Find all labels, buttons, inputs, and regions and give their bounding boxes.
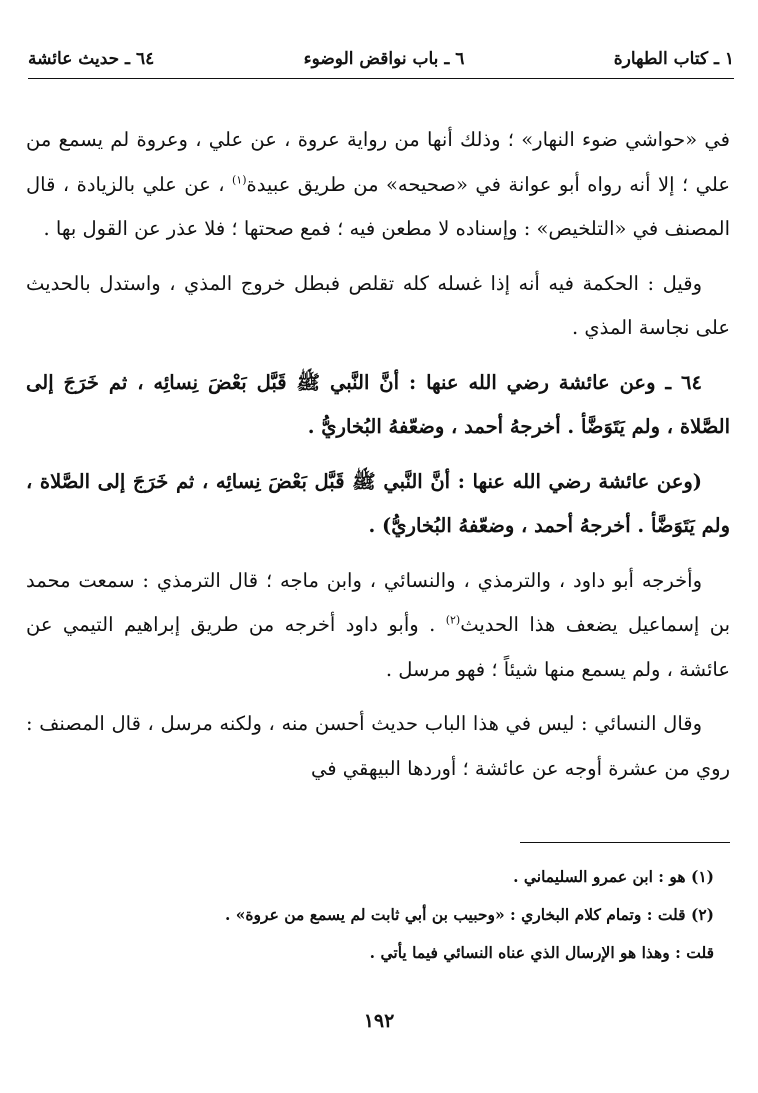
footnotes bbox=[40, 858, 714, 972]
page-number: ١٩٢ bbox=[363, 1010, 395, 1032]
footnote-2: (٢) قلت : وتمام كلام البخاري : «وحبيب بن أبي ثابت لم يسمع من عروة» . bbox=[224, 905, 714, 924]
header-hadith-title: ٦٤ ـ حديث عائشة bbox=[28, 49, 155, 69]
footnote-3: قلت : وهذا هو الإرسال الذي عناه النسائي فيما يأتي . bbox=[369, 943, 714, 962]
paragraph-5: وأخرجه أبو داود ، والترمذي ، والنسائي ، وابن ماجه ؛ قال الترمذي : سمعت محمد بن إسماعيل يضعف هذا الحديث$^{(٢)}$ . وأبو داود أخرجه من طريق إبراهيم التيمي عن عائشة ، ولم يسمع منها شيئاً ؛ فهو مرسل . bbox=[26, 568, 730, 681]
main-text bbox=[26, 118, 730, 801]
footnote-1: (١) هو : ابن عمرو السليماني . bbox=[513, 867, 714, 886]
footnote-ref-1[interactable]: (١) bbox=[231, 173, 247, 186]
paragraph-2: وقيل : الحكمة فيه أنه إذا غسله كله تقلص فبطل خروج المذي ، واستدل بالحديث على نجاسة المذي . bbox=[26, 271, 730, 339]
paragraph-6: وقال النسائي : ليس في هذا الباب حديث أحسن منه ، ولكنه مرسل ، قال المصنف : روي من عشرة أوجه عن عائشة ؛ أوردها البيهقي في bbox=[26, 712, 730, 780]
header-book-title: ١ ـ كتاب الطهارة bbox=[613, 49, 734, 69]
hadith-64-repeat: (وعن عائشة رضي الله عنها : أنَّ النَّبي ﷺ قَبَّل بَعْضَ نِسائِه ، ثم خَرَجَ إلى الصَّلاة ، ولم يَتَوَضَّأ . أخرجهُ أحمد ، وضعّفهُ البُخاريُّ) . bbox=[26, 469, 730, 537]
hadith-64-text: ٦٤ ـ وعن عائشة رضي الله عنها : أنَّ النَّبي ﷺ قَبَّل بَعْضَ نِسائِه ، ثم خَرَجَ إلى الصَّلاة ، ولم يَتَوَضَّأ . أخرجهُ أحمد ، وضعّفهُ البُخاريُّ . bbox=[26, 370, 730, 438]
running-header bbox=[28, 44, 734, 74]
footnote-ref-2[interactable]: (٢) bbox=[445, 613, 461, 627]
header-divider bbox=[28, 78, 734, 79]
paragraph-1: في «حواشي ضوء النهار» ؛ وذلك أنها من رواية عروة ، عن علي ، وعروة لم يسمع من علي ؛ إلا أنه رواه أبو عوانة في «صحيحه» من طريق عبيدة$^{(١)}$ ، عن علي بالزيادة ، قال المصنف في «التلخيص» : وإسناده لا مطعن فيه ؛ فمع صحتها ؛ فلا عذر عن القول بها . bbox=[26, 128, 730, 240]
header-chapter-title: ٦ ـ باب نواقض الوضوء bbox=[303, 49, 465, 69]
footnote-divider bbox=[520, 842, 730, 843]
